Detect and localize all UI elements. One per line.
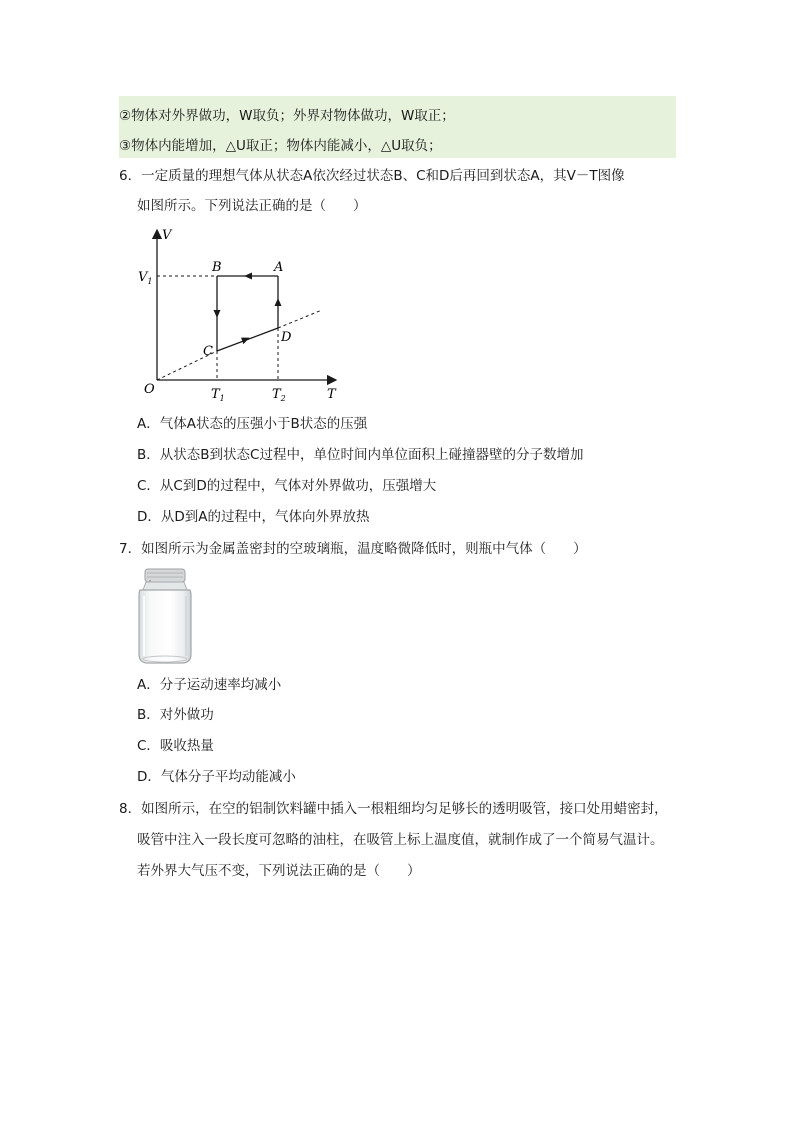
v1-label: $V_1$ — [138, 270, 153, 286]
note-box — [119, 96, 676, 158]
note-line-3: ③物体内能增加，△U取正；物体内能减小，△U取负； — [119, 138, 442, 154]
axis-t-label: T — [327, 387, 336, 402]
point-c-label: C — [203, 344, 213, 359]
q8-stem-line2: 吸管中注入一段长度可忽略的油柱，在吸管上标上温度值，就制作成了一个简易气温计。 — [137, 832, 664, 848]
origin-label: O — [144, 382, 155, 397]
arrow-d-a — [275, 298, 282, 306]
q6-option-c: C．从C到D的过程中，气体对外界做功，压强增大 — [137, 478, 437, 494]
t1-label: $T_1$ — [211, 387, 225, 403]
q7-stem: 7．如图所示为金属盖密封的空玻璃瓶，温度略微降低时，则瓶中气体（ ） — [119, 541, 587, 557]
vt-diagram — [136, 222, 346, 404]
q8-stem-line1: 8．如图所示，在空的铝制饮料罐中插入一根粗细均匀足够长的透明吸管，接口处用蜡密封， — [119, 801, 668, 817]
q6-option-d: D．从D到A的过程中，气体向外界放热 — [137, 509, 370, 525]
q7-option-c: C．吸收热量 — [137, 738, 214, 754]
t2-label: $T_2$ — [272, 387, 286, 403]
q8-stem-line3: 若外界大气压不变，下列说法正确的是（ ） — [137, 863, 421, 879]
note-line-2: ②物体对外界做功，W取负；外界对物体做功，W取正； — [119, 108, 455, 124]
arrow-c-d — [241, 335, 251, 344]
origin-line-upper — [278, 310, 322, 328]
glass-jar-image — [136, 566, 194, 666]
q6-option-b: B．从状态B到状态C过程中，单位时间内单位面积上碰撞器壁的分子数增加 — [137, 447, 584, 463]
q6-stem-line2: 如图所示。下列说法正确的是（ ） — [137, 198, 367, 214]
q6-stem-line1: 6．一定质量的理想气体从状态A依次经过状态B、C和D后再回到状态A，其V－T图像 — [119, 168, 625, 184]
point-d-label: D — [281, 330, 292, 345]
point-b-label: B — [212, 260, 222, 275]
q6-option-a: A．气体A状态的压强小于B状态的压强 — [137, 416, 368, 432]
q7-option-d: D．气体分子平均动能减小 — [137, 769, 296, 785]
point-a-label: A — [274, 260, 284, 275]
q7-option-a: A．分子运动速率均减小 — [137, 677, 282, 693]
arrow-a-b — [244, 273, 252, 280]
arrow-b-c — [214, 310, 221, 318]
q7-option-b: B．对外做功 — [137, 707, 214, 723]
axis-v-label: V — [162, 228, 172, 243]
